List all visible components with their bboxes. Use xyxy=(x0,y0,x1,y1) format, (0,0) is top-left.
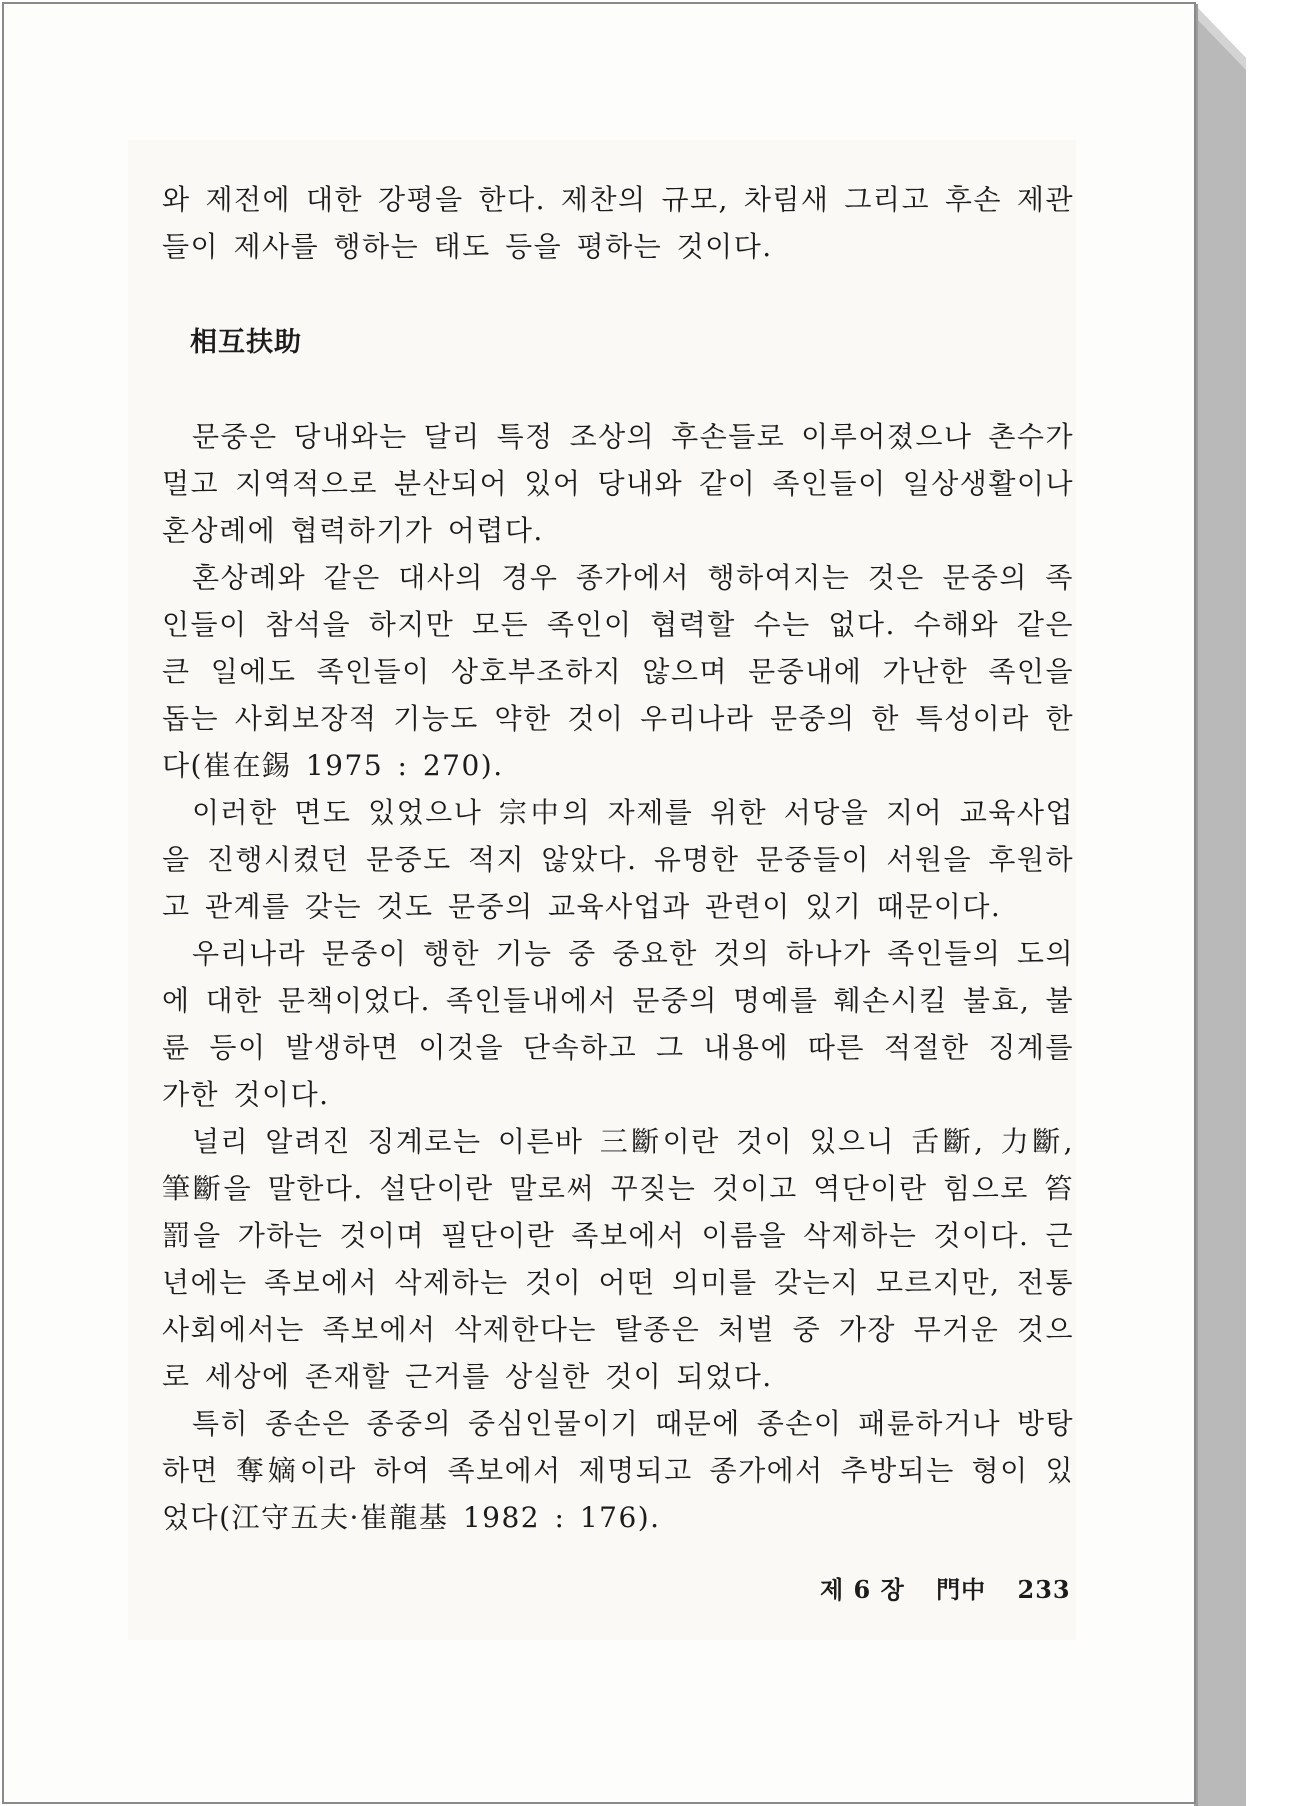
paragraph-6: 특히 종손은 종중의 중심인물이기 때문에 종손이 패륜하거나 방탕하면 奪嫡이라 하여 족보에서 제명되고 종가에서 추방되는 형이 있었다(江守五夫·崔龍基 1982 : 176). xyxy=(162,1407,1074,1534)
page-footer xyxy=(820,1570,1071,1605)
chapter-title: 門中 xyxy=(936,1575,987,1604)
paragraph-3: 이러한 면도 있었으나 宗中의 자제를 위한 서당을 지어 교육사업을 진행시켰던 문중도 적지 않았다. 유명한 문중들이 서원을 후원하고 관계를 갖는 것도 문중의 교육사업과 관련이 있기 때문이다. xyxy=(162,796,1074,923)
paragraph-1: 문중은 당내와는 달리 특정 조상의 후손들로 이루어졌으나 촌수가 멀고 지역적으로 분산되어 있어 당내와 같이 족인들이 일상생활이나 혼상례에 협력하기가 어렵다. xyxy=(162,420,1074,547)
paragraph-2: 혼상례와 같은 대사의 경우 종가에서 행하여지는 것은 문중의 족인들이 참석을 하지만 모든 족인이 협력할 수는 없다. 수해와 같은 큰 일에도 족인들이 상호부조하지 않으며 문중내에 가난한 족인을 돕는 사회보장적 기능도 약한 것이 우리나라 문중의 한 특성이라 한다(崔在錫 1975 : 270). xyxy=(162,561,1074,782)
paragraph-4: 우리나라 문중이 행한 기능 중 중요한 것의 하나가 족인들의 도의에 대한 문책이었다. 족인들내에서 문중의 명예를 훼손시킬 불효, 불륜 등이 발생하면 이것을 단속하고 그 내용에 따른 적절한 징계를 가한 것이다. xyxy=(162,937,1074,1111)
paragraph-continuation: 와 제전에 대한 강평을 한다. 제찬의 규모, 차림새 그리고 후손 제관들이 제사를 행하는 태도 등을 평하는 것이다. xyxy=(162,183,1074,263)
paragraph-5: 널리 알려진 징계로는 이른바 三斷이란 것이 있으니 舌斷, 力斷, 筆斷을 말한다. 설단이란 말로써 꾸짖는 것이고 역단이란 힘으로 笞罰을 가하는 것이며 필단이란 족보에서 이름을 삭제하는 것이다. 근년에는 족보에서 삭제하는 것이 어떤 의미를 갖는지 모르지만, 전통사회에서는 족보에서 삭제한다는 탈종은 처벌 중 가장 무거운 것으로 세상에 존재할 근거를 상실한 것이 되었다. xyxy=(162,1125,1074,1393)
chapter-label: 제 6 장 xyxy=(820,1575,905,1604)
section-heading: 相互扶助 xyxy=(190,327,302,358)
page-body xyxy=(162,176,1074,1541)
page-number: 233 xyxy=(1017,1575,1071,1604)
